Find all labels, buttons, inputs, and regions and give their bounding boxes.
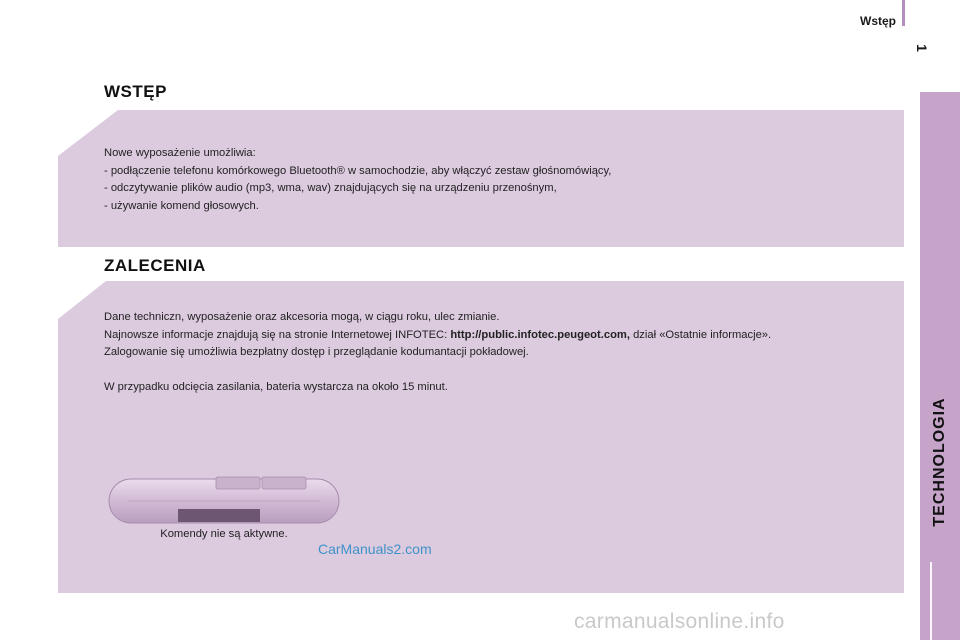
recommendations-text: [104, 309, 874, 396]
device-screen: [178, 509, 260, 522]
page-number: 1: [913, 44, 930, 52]
side-tab-label: TECHNOLOGIA: [931, 397, 948, 527]
notes-line: W przypadku odcięcia zasilania, bateria wystarcza na około 15 minut.: [104, 380, 448, 393]
notes-line-prefix: Najnowsze informacje znajdują się na stronie Internetowej INFOTEC:: [104, 328, 451, 341]
header-divider: [902, 0, 905, 26]
side-tab-label-wrap: [920, 92, 960, 640]
intro-line: - używanie komend głosowych.: [104, 199, 259, 212]
notes-line: Dane techniczn, wyposażenie oraz akcesoria mogą, w ciągu roku, ulec zmianie.: [104, 311, 500, 323]
intro-text: [104, 145, 884, 215]
notes-line: [104, 327, 874, 345]
section-heading-recommendations: ZALECENIA: [104, 256, 206, 275]
notes-line: Zalogowanie się umożliwia bezpłatny dostęp i przeglądanie kodumantacji pokładowej.: [104, 346, 529, 358]
infotec-link[interactable]: http://public.infotec.peugeot.com,: [450, 328, 630, 341]
header-title: Wstęp: [860, 14, 896, 28]
watermark-primary: CarManuals2.com: [318, 541, 432, 557]
device-button: [216, 477, 260, 489]
section-heading-intro: WSTĘP: [104, 82, 167, 101]
display-unit-illustration: [108, 476, 340, 526]
side-tab-divider: [930, 562, 932, 640]
watermark-secondary: carmanualsonline.info: [574, 610, 785, 633]
intro-line: - podłączenie telefonu komórkowego Bluetooth® w samochodzie, aby włączyć zestaw głośnomówiący,: [104, 164, 612, 177]
notes-line-suffix: dział «Ostatnie informacje».: [629, 328, 772, 341]
intro-line: - odczytywanie plików audio (mp3, wma, wav) znajdujących się na urządzeniu przenośnym,: [104, 182, 557, 194]
intro-line: Nowe wyposażenie umożliwia:: [104, 147, 256, 159]
figure-caption: Komendy nie są aktywne.: [160, 528, 288, 540]
device-button: [262, 477, 306, 489]
spacer: [104, 362, 874, 379]
side-tab: [920, 92, 960, 640]
